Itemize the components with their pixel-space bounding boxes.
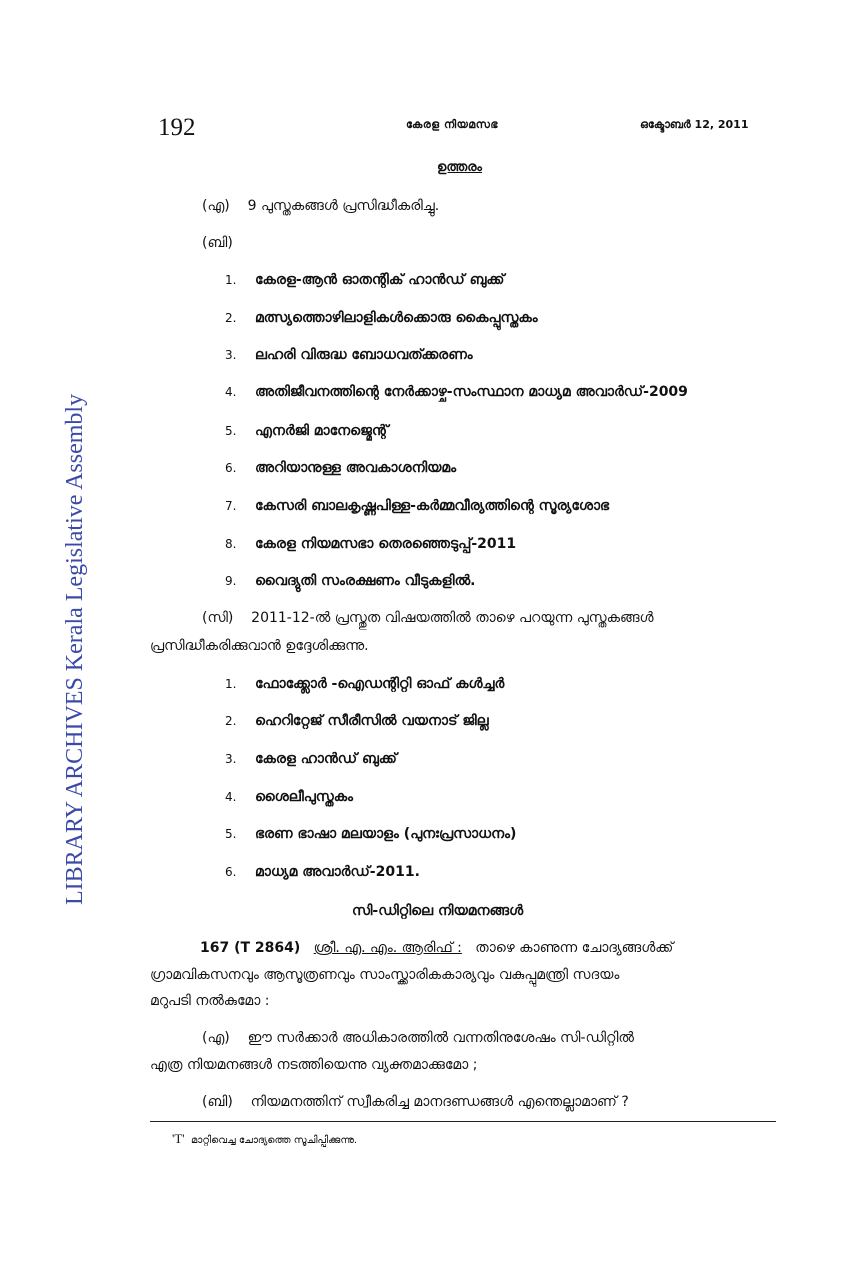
question-intro-line3: മറുപടി നൽകുമോ : <box>150 993 270 1009</box>
list-item: 6. അറിയാനുള്ള അവകാശനിയമം <box>225 460 457 476</box>
header-title: കേരള നിയമസഭ <box>406 118 498 131</box>
answer-a-label: (എ) <box>202 198 230 214</box>
list-item: 1. ഫോക്ക്ലോർ -ഐഡന്റിറ്റി ഓഫ് കൾച്ചർ <box>225 676 505 692</box>
list-item: 2. ഹെറിറ്റേജ് സീരീസിൽ വയനാട് ജില്ല <box>225 713 489 729</box>
archive-watermark: LIBRARY ARCHIVES Kerala Legislative Assembly <box>62 393 88 905</box>
list-item: 4. അതിജീവനത്തിന്റെ നേർക്കാഴ്ച-സംസ്ഥാന മാധ്യമ അവാർഡ്-2009 <box>225 384 688 400</box>
list-item: 5. എനർജി മാനേജ്മെന്റ് <box>225 423 389 439</box>
list-item: 3. ലഹരി വിരുദ്ധ ബോധവത്ക്കരണം <box>225 347 473 363</box>
list-item: 8. കേരള നിയമസഭാ തെരഞ്ഞെടുപ്പ്-2011 <box>225 536 517 552</box>
list-item: 4. ശൈലീപുസ്തകം <box>225 789 353 805</box>
member-name: ശ്രീ. എ. എം. ആരിഫ് : <box>313 940 462 956</box>
footnote-text: മാറ്റിവെച്ച ചോദ്യത്തെ സൂചിപ്പിക്കുന്നു. <box>191 1135 358 1146</box>
list-item: 9. വൈദ്യുതി സംരക്ഷണം വീടുകളിൽ. <box>225 573 476 589</box>
footnote <box>172 1131 357 1147</box>
answer-c-label: (സി) <box>202 610 234 626</box>
answer-c-line1: (സി) 2011-12-ൽ പ്രസ്തുത വിഷയത്തിൽ താഴെ പറയുന്ന പുസ്തകങ്ങൾ <box>202 610 654 626</box>
answer-c-line2: പ്രസിദ്ധീകരിക്കുവാൻ ഉദ്ദേശിക്കുന്നു. <box>150 638 369 654</box>
question-intro-line1: 167 (T 2864) ശ്രീ. എ. എം. ആരിഫ് : താഴെ കാണുന്ന ചോദ്യങ്ങൾക്ക് <box>200 940 674 956</box>
section-heading: സി-ഡിറ്റിലെ നിയമനങ്ങൾ <box>352 903 524 919</box>
answer-a <box>202 198 439 214</box>
question-a-line2: എത്ര നിയമനങ്ങൾ നടത്തിയെന്നു വ്യക്തമാക്കുമോ ; <box>150 1057 478 1073</box>
answer-a-text: 9 പുസ്തകങ്ങൾ പ്രസിദ്ധീകരിച്ചു. <box>247 198 440 214</box>
question-b: (ബി) നിയമനത്തിന് സ്വീകരിച്ച മാനദണ്ഡങ്ങൾ എന്തെല്ലാമാണ് ? <box>202 1094 629 1110</box>
footnote-divider <box>150 1121 776 1122</box>
list-item: 7. കേസരി ബാലകൃഷ്ണപിള്ള-കർമ്മവീര്യത്തിന്റെ സൂര്യശോഭ <box>225 498 610 514</box>
list-item: 2. മത്സ്യത്തൊഴിലാളികൾക്കൊരു കൈപ്പുസ്തകം <box>225 310 538 326</box>
question-b-label: (ബി) <box>202 1094 233 1110</box>
list-item: 1. കേരള-ആൻ ഓതന്റിക് ഹാൻഡ് ബുക്ക് <box>225 272 505 288</box>
question-a-line1: (എ) ഈ സർക്കാർ അധികാരത്തിൽ വന്നതിനുശേഷം സി-ഡിറ്റിൽ <box>202 1030 635 1046</box>
answer-heading: ഉത്തരം <box>437 160 482 175</box>
list-item: 5. ഭരണ ഭാഷാ മലയാളം (പുനഃപ്രസാധനം) <box>225 826 517 842</box>
answer-b-label: (ബി) <box>202 235 233 251</box>
question-code: 167 (T 2864) <box>200 940 301 956</box>
header-date: ഒക്ടോബർ 12, 2011 <box>640 118 749 131</box>
list-item: 6. മാധ്യമ അവാർഡ്-2011. <box>225 864 420 880</box>
page-number: 192 <box>158 114 196 141</box>
list-item: 3. കേരള ഹാൻഡ് ബുക്ക് <box>225 751 397 767</box>
question-a-label: (എ) <box>202 1030 230 1046</box>
question-intro-line2: ഗ്രാമവികസനവും ആസൂത്രണവും സാംസ്ക്കാരികകാര്യവും വകുപ്പുമന്ത്രി സദയം <box>150 967 620 983</box>
footnote-mark: 'T' <box>172 1131 185 1146</box>
